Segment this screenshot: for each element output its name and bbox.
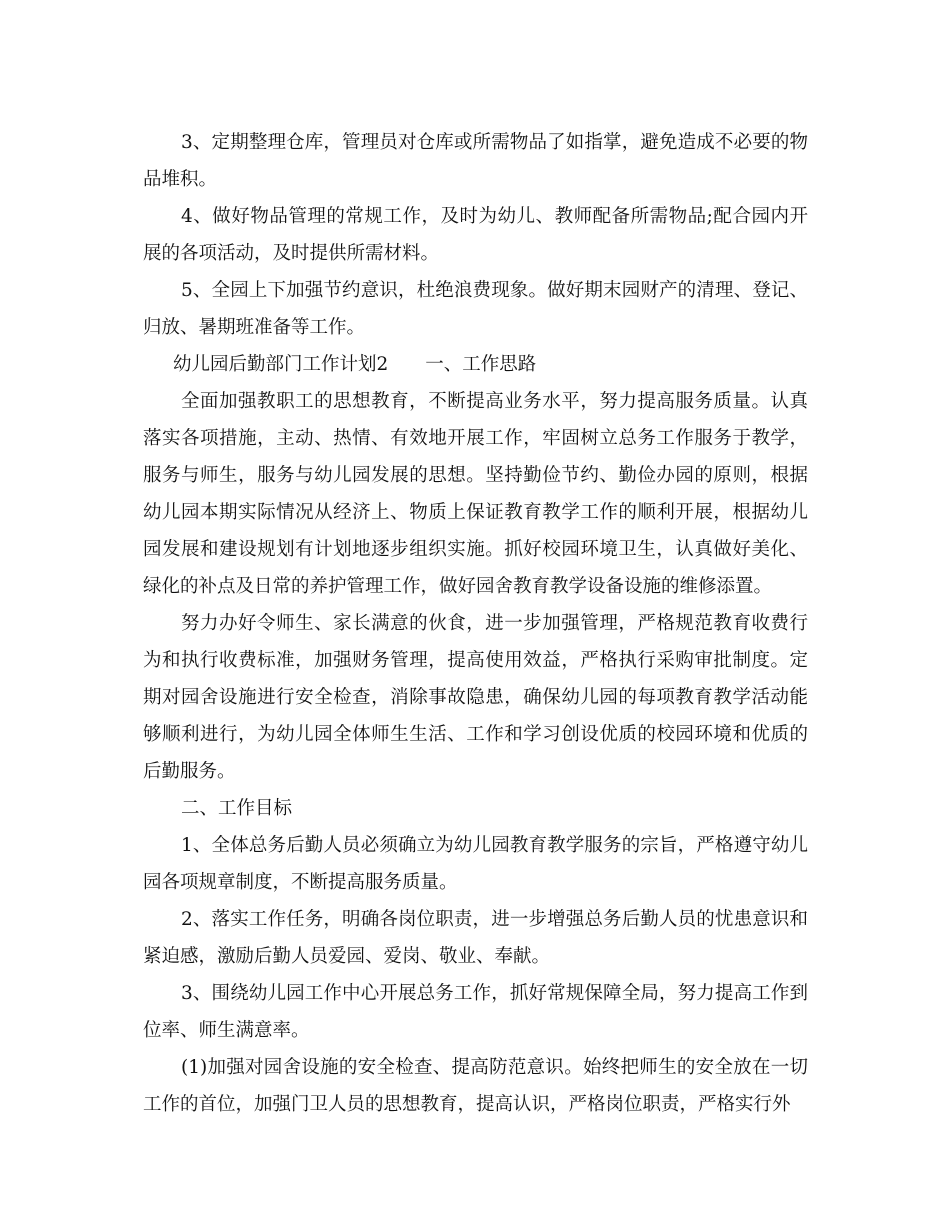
document-body bbox=[143, 124, 808, 1123]
paragraph-item-3: 3、定期整理仓库，管理员对仓库或所需物品了如指掌，避免造成不必要的物品堆积。 bbox=[143, 132, 808, 190]
section-heading-plan-2: 幼儿园后勤部门工作计划2 一、工作思路 bbox=[173, 354, 537, 375]
paragraph-item-4: 4、做好物品管理的常规工作，及时为幼儿、教师配备所需物品;配合园内开展的各项活动，及时提供所需材料。 bbox=[143, 206, 808, 264]
paragraph-goal-1: 1、全体总务后勤人员必须确立为幼儿园教育教学服务的宗旨，严格遵守幼儿园各项规章制度，不断提高服务质量。 bbox=[143, 835, 808, 893]
paragraph-item-5: 5、全园上下加强节约意识，杜绝浪费现象。做好期末园财产的清理、登记、归放、暑期班准备等工作。 bbox=[143, 280, 808, 338]
paragraph-goal-3-sub-1: (1)加强对园舍设施的安全检查、提高防范意识。始终把师生的安全放在一切工作的首位，加强门卫人员的思想教育，提高认识，严格岗位职责，严格实行外 bbox=[143, 1057, 808, 1115]
paragraph-catering-finance: 努力办好令师生、家长满意的伙食，进一步加强管理，严格规范教育收费行为和执行收费标准，加强财务管理，提高使用效益，严格执行采购审批制度。定期对园舍设施进行安全检查，消除事故隐患，确保幼儿园的每项教育教学活动能够顺利进行，为幼儿园全体师生生活、工作和学习创设优质的校园环境和优质的后勤服务。 bbox=[143, 613, 808, 782]
paragraph-goal-2: 2、落实工作任务，明确各岗位职责，进一步增强总务后勤人员的忧患意识和紧迫感，激励后勤人员爱园、爱岗、敬业、奉献。 bbox=[143, 909, 808, 967]
paragraph-work-ideas: 全面加强教职工的思想教育，不断提高业务水平，努力提高服务质量。认真落实各项措施，主动、热情、有效地开展工作，牢固树立总务工作服务于教学，服务与师生，服务与幼儿园发展的思想。坚持勤俭节约、勤俭办园的原则，根据幼儿园本期实际情况从经济上、物质上保证教育教学工作的顺利开展，根据幼儿园发展和建设规划有计划地逐步组织实施。抓好校园环境卫生，认真做好美化、绿化的补点及日常的养护管理工作，做好园舍教育教学设备设施的维修添置。 bbox=[143, 391, 808, 597]
section-heading-work-goals: 二、工作目标 bbox=[181, 798, 293, 819]
paragraph-goal-3: 3、围绕幼儿园工作中心开展总务工作，抓好常规保障全局，努力提高工作到位率、师生满意率。 bbox=[143, 983, 808, 1041]
